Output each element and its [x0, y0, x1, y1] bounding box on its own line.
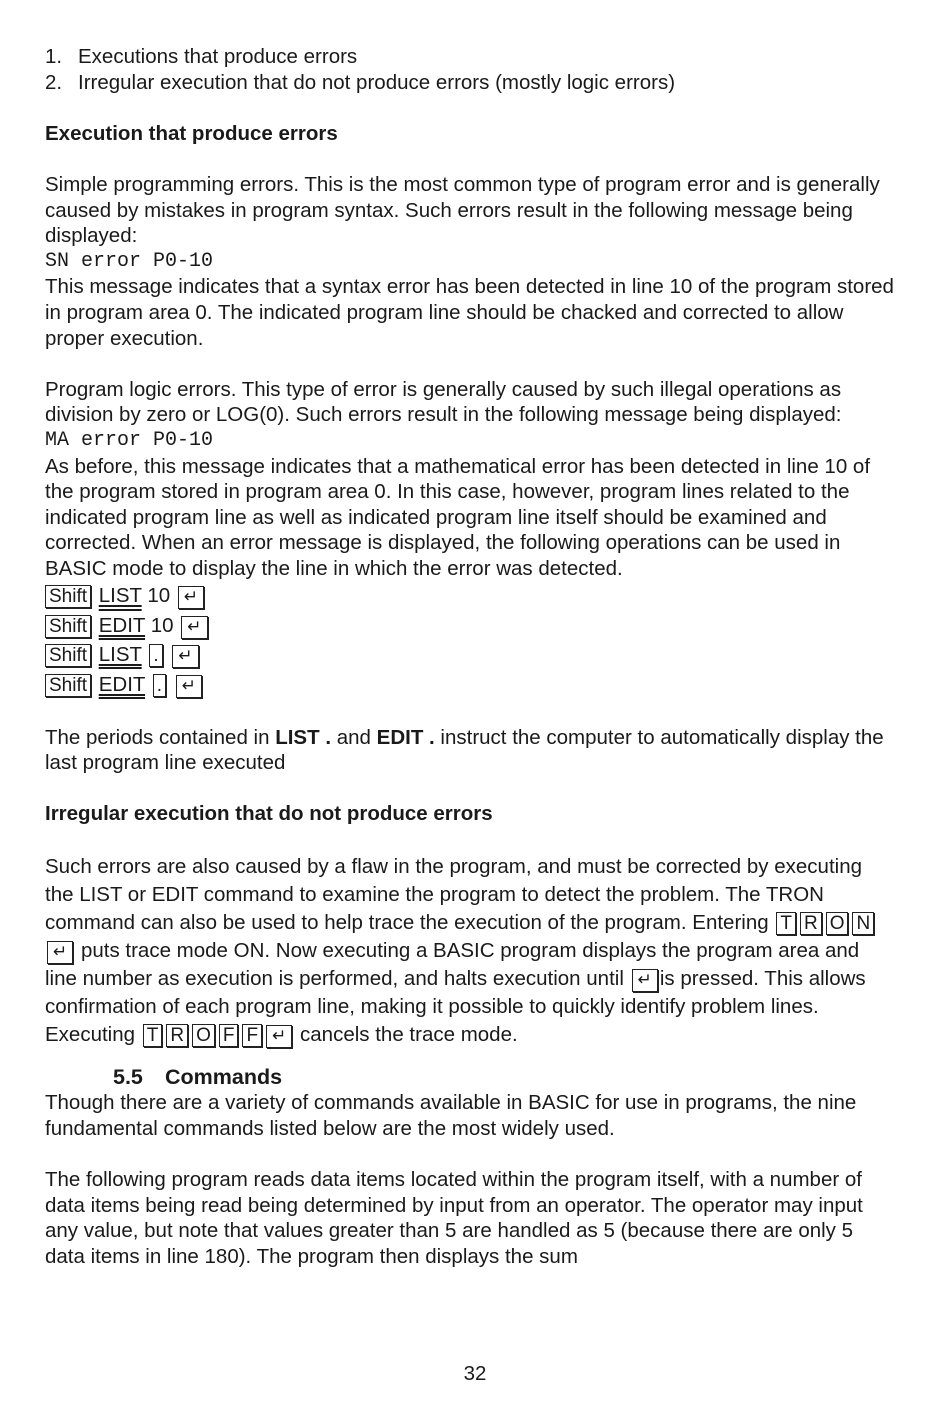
- paragraph-syntax-errors: Simple programming errors. This is the most common type of program error and is generally caused by mistakes in program syntax. Such errors result in the following message being displayed:: [45, 172, 880, 248]
- f-key: F: [219, 1024, 239, 1047]
- enter-key-icon: ↵: [172, 645, 198, 668]
- document-page: [45, 44, 895, 1269]
- paragraph-logic-errors: Program logic errors. This type of error is generally caused by such illegal operations as division by zero or LOG(0). Such errors result in the following message being displayed:: [45, 377, 842, 427]
- enter-key-icon: ↵: [176, 675, 202, 698]
- list-text: Irregular execution that do not produce errors (mostly logic errors): [78, 70, 676, 94]
- key-sequence-edit-10: [45, 611, 895, 640]
- list-key: LIST: [98, 584, 142, 608]
- f-key: F: [242, 1024, 262, 1047]
- section-heading: 5.5 Commands: [113, 1064, 283, 1089]
- enter-key-icon: ↵: [266, 1025, 292, 1048]
- line-number-text: 10: [147, 584, 171, 608]
- shift-key: Shift: [45, 674, 91, 697]
- list-number: 2.: [45, 70, 63, 94]
- list-key: LIST: [98, 643, 142, 667]
- code-syntax-error: SN error P0-10: [45, 249, 214, 273]
- n-key: N: [852, 912, 874, 935]
- shift-key: Shift: [45, 644, 91, 667]
- edit-key: EDIT: [98, 672, 146, 696]
- key-sequence-list-10: [45, 581, 895, 610]
- heading-irregular: Irregular execution that do not produce errors: [45, 802, 493, 826]
- edit-key: EDIT: [98, 613, 146, 637]
- paragraph-periods: The periods contained in LIST . and EDIT . instruct the computer to automatically display the last program line executed: [45, 725, 884, 775]
- r-key: R: [800, 912, 822, 935]
- o-key: O: [826, 912, 849, 935]
- shift-key: Shift: [45, 585, 91, 608]
- line-number-text: 10: [150, 613, 174, 637]
- o-key: O: [192, 1024, 215, 1047]
- list-text: Executions that produce errors: [78, 45, 358, 68]
- key-sequence-edit-period: [45, 670, 895, 699]
- code-math-error: MA error P0-10: [45, 428, 214, 452]
- paragraph-syntax-explanation: This message indicates that a syntax error has been detected in line 10 of the program stored in program area 0. The indicated program line should be chacked and corrected to allow proper execution.: [45, 275, 894, 350]
- list-item: [45, 44, 895, 70]
- list-item: [45, 70, 895, 96]
- enter-key-icon: ↵: [47, 941, 73, 964]
- heading-errors: Execution that produce errors: [45, 121, 338, 145]
- page-number: 32: [463, 1362, 487, 1385]
- t-key: T: [143, 1024, 163, 1047]
- enter-key-icon: ↵: [178, 586, 204, 609]
- period-key: .: [153, 674, 166, 697]
- key-sequences: [45, 581, 895, 699]
- paragraph-tron: Such errors are also caused by a flaw in the program, and must be corrected by executing the LIST or EDIT command to examine the program to detect the problem. The TRON command can also be used to help trace the execution of the program. Entering T R O N↵ puts trace mode ON. Now executing a BASIC program displays the program area and line number as execution is performed, and halts execution until ↵ is pressed. This allows confirmation of each program line, making it possible to quickly identify problem lines. Executing T R O F F ↵ cancels the trace mode.: [45, 853, 895, 1049]
- period-key: .: [149, 644, 162, 667]
- key-sequence-list-period: [45, 640, 895, 669]
- paragraph-math-explanation: As before, this message indicates that a mathematical error has been detected in line 10 of the program stored in program area 0. In this case, however, program lines related to the indicated program line as well as indicated program line itself should be examined and corrected. When an error message is displayed, the following operations can be used in BASIC mode to display the line in which the error was detected.: [45, 454, 871, 580]
- error-type-list: [45, 44, 895, 95]
- enter-key-icon: ↵: [632, 969, 658, 992]
- paragraph-program-description: The following program reads data items located within the program itself, with a number of data items being read being determined by input from an operator. The operator may input any value, but note that values greater than 5 are handled as 5 (because there are only 5 data items in line 180). The program then displays the sum: [45, 1168, 863, 1268]
- enter-key-icon: ↵: [181, 616, 207, 639]
- list-number: 1.: [45, 45, 63, 68]
- paragraph-commands-intro: Though there are a variety of commands available in BASIC for use in programs, the nine fundamental commands listed below are the most widely used.: [45, 1091, 857, 1140]
- shift-key: Shift: [45, 615, 91, 638]
- t-key: T: [776, 912, 796, 935]
- r-key: R: [166, 1024, 188, 1047]
